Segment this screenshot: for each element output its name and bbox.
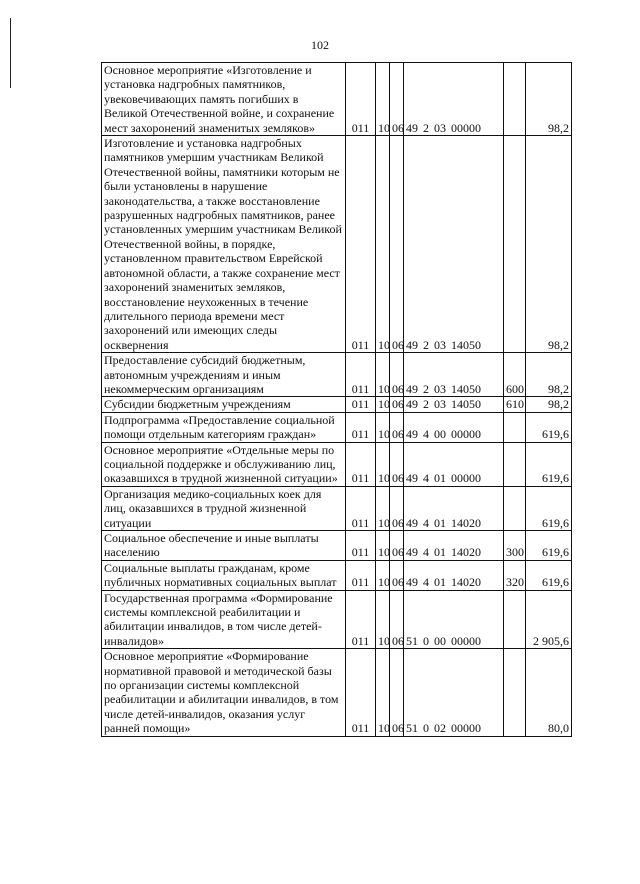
ministry-code: 011: [346, 353, 376, 397]
subsection-code: 06: [390, 486, 404, 530]
row-name: Организация медико-социальных коек для лиц, оказавшихся в трудной жизненной ситуации: [102, 486, 346, 530]
section-code: 10: [376, 412, 390, 442]
table-row: [102, 442, 572, 486]
ministry-code: 011: [346, 63, 376, 136]
target-article-code: 49 4 00 00000: [404, 412, 504, 442]
ministry-code: 011: [346, 486, 376, 530]
table-row: [102, 531, 572, 561]
row-name: Государственная программа «Формирование системы комплексной реабилитации и абилитации инвалидов, в том числе детей-инвалидов»: [102, 590, 346, 649]
amount-value: 98,2: [526, 63, 572, 136]
row-name: Изготовление и установка надгробных памятников умершим участникам Великой Отечественной войны, памятники которым не были установлены в нарушение законодательства, а также восстановление разрушенных надгробных памятников, ранее установленных умершим участникам Великой Отечественной войны, в порядке, установленном правительством Еврейской автономной области, а также сохранение мест захоронений знаменитых земляков, восстановление неухоженных в течение длительного периода времени мест захоронений или имеющих следы осквернения: [102, 136, 346, 353]
table-row: [102, 353, 572, 397]
row-name: Основное мероприятие «Формирование нормативной правовой и методической базы по организации системы комплексной реабилитации и абилитации инвалидов, в том числе детей-инвалидов, оказания услуг ранней помощи»: [102, 649, 346, 736]
row-name: Основное мероприятие «Отдельные меры по социальной поддержке и обслуживанию лиц, оказавшихся в трудной жизненной ситуации»: [102, 442, 346, 486]
subsection-code: 06: [390, 560, 404, 590]
budget-table: [101, 62, 572, 737]
ministry-code: 011: [346, 560, 376, 590]
subsection-code: 06: [390, 531, 404, 561]
table-row: [102, 63, 572, 136]
row-name: Основное мероприятие «Изготовление и установка надгробных памятников, увековечивающих память погибших в Великой Отечественной войне, и сохранение мест захоронений знаменитых земляков»: [102, 63, 346, 136]
section-code: 10: [376, 486, 390, 530]
expense-type-code: [504, 649, 526, 736]
subsection-code: 06: [390, 136, 404, 353]
scan-edge-line: [10, 18, 11, 88]
ministry-code: 011: [346, 590, 376, 649]
amount-value: 2 905,6: [526, 590, 572, 649]
table-row: [102, 486, 572, 530]
ministry-code: 011: [346, 649, 376, 736]
table-row: [102, 397, 572, 412]
ministry-code: 011: [346, 397, 376, 412]
row-name: Социальные выплаты гражданам, кроме публичных нормативных социальных выплат: [102, 560, 346, 590]
subsection-code: 06: [390, 442, 404, 486]
amount-value: 619,6: [526, 560, 572, 590]
target-article-code: 49 4 01 14020: [404, 560, 504, 590]
subsection-code: 06: [390, 649, 404, 736]
page-number: 102: [311, 38, 329, 52]
row-name: Подпрограмма «Предоставление социальной помощи отдельным категориям граждан»: [102, 412, 346, 442]
table-row: [102, 649, 572, 736]
amount-value: 98,2: [526, 397, 572, 412]
subsection-code: 06: [390, 590, 404, 649]
amount-value: 619,6: [526, 486, 572, 530]
expense-type-code: [504, 136, 526, 353]
expense-type-code: 600: [504, 353, 526, 397]
row-name: Субсидии бюджетным учреждениям: [102, 397, 346, 412]
expense-type-code: [504, 412, 526, 442]
expense-type-code: 610: [504, 397, 526, 412]
expense-type-code: 300: [504, 531, 526, 561]
section-code: 10: [376, 649, 390, 736]
ministry-code: 011: [346, 442, 376, 486]
expense-type-code: [504, 486, 526, 530]
row-name: Предоставление субсидий бюджетным, автономным учреждениям и иным некоммерческим организациям: [102, 353, 346, 397]
subsection-code: 06: [390, 412, 404, 442]
target-article-code: 49 4 01 14020: [404, 531, 504, 561]
table-row: [102, 560, 572, 590]
section-code: 10: [376, 353, 390, 397]
section-code: 10: [376, 136, 390, 353]
expense-type-code: [504, 63, 526, 136]
expense-type-code: [504, 442, 526, 486]
target-article-code: 49 2 03 00000: [404, 63, 504, 136]
target-article-code: 51 0 02 00000: [404, 649, 504, 736]
amount-value: 80,0: [526, 649, 572, 736]
expense-type-code: 320: [504, 560, 526, 590]
table-row: [102, 590, 572, 649]
amount-value: 619,6: [526, 531, 572, 561]
section-code: 10: [376, 590, 390, 649]
section-code: 10: [376, 442, 390, 486]
ministry-code: 011: [346, 412, 376, 442]
target-article-code: 49 4 01 00000: [404, 442, 504, 486]
section-code: 10: [376, 531, 390, 561]
target-article-code: 49 2 03 14050: [404, 136, 504, 353]
ministry-code: 011: [346, 531, 376, 561]
amount-value: 619,6: [526, 442, 572, 486]
row-name: Социальное обеспечение и иные выплаты населению: [102, 531, 346, 561]
expense-type-code: [504, 590, 526, 649]
section-code: 10: [376, 397, 390, 412]
target-article-code: 49 2 03 14050: [404, 353, 504, 397]
target-article-code: 49 4 01 14020: [404, 486, 504, 530]
target-article-code: 49 2 03 14050: [404, 397, 504, 412]
target-article-code: 51 0 00 00000: [404, 590, 504, 649]
subsection-code: 06: [390, 63, 404, 136]
section-code: 10: [376, 63, 390, 136]
section-code: 10: [376, 560, 390, 590]
ministry-code: 011: [346, 136, 376, 353]
amount-value: 98,2: [526, 136, 572, 353]
amount-value: 619,6: [526, 412, 572, 442]
amount-value: 98,2: [526, 353, 572, 397]
table-row: [102, 136, 572, 353]
table-row: [102, 412, 572, 442]
subsection-code: 06: [390, 397, 404, 412]
subsection-code: 06: [390, 353, 404, 397]
